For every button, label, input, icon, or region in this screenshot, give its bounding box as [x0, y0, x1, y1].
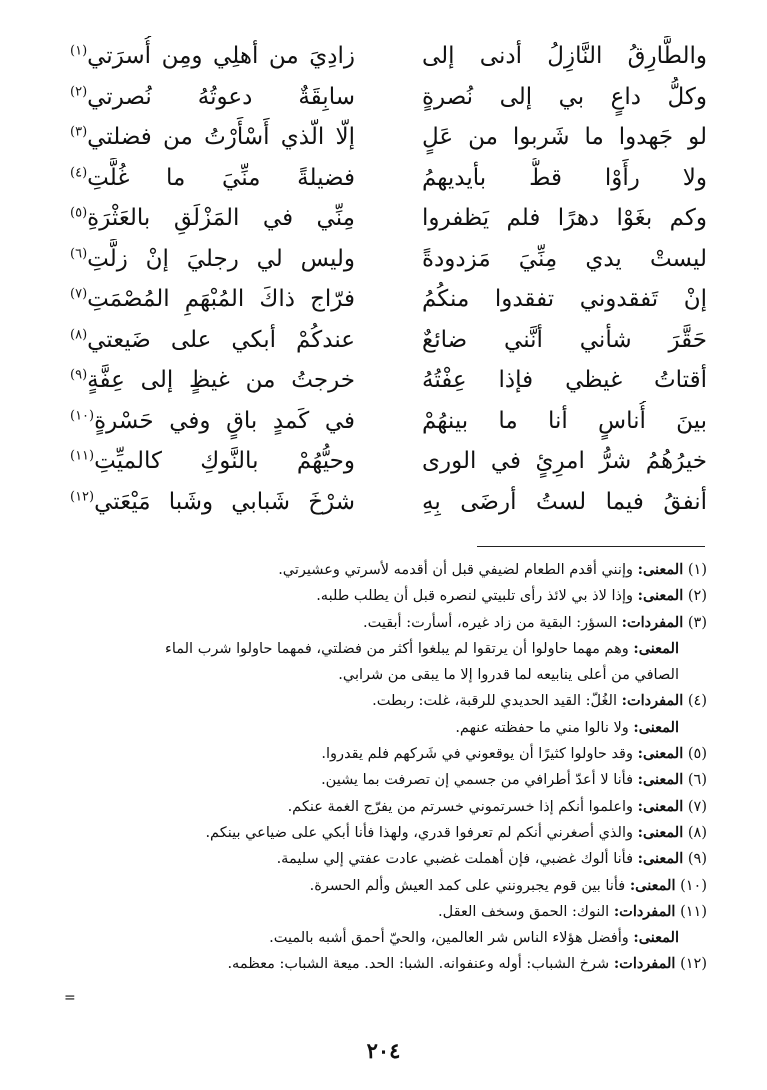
footnote-ref: (١٠) — [70, 407, 95, 423]
footnotes — [60, 557, 707, 978]
continuation-marker: = — [64, 990, 76, 1006]
verse-3 — [70, 117, 707, 158]
footnote: المعنى: وأفضل هؤلاء الناس شر العالمين، والحيّ أحمق أشبه بالميت. — [269, 929, 679, 947]
verse-2 — [70, 77, 707, 118]
verse-11 — [70, 441, 707, 482]
verse-second-hemistich: خرجتُ من غيظٍ إلى عِفَّةٍ$^{(٩)}$ — [70, 367, 355, 393]
verse-8 — [70, 320, 707, 361]
footnote-ref: (٥) — [70, 205, 88, 221]
footnote: (٥) المعنى: وقد حاولوا كثيرًا أن يوقعوني في شَركهم فلم يقدروا. — [321, 745, 707, 763]
verse-second-hemistich: وحيُّهُمْ بالنَّوكِ كالميِّتِ$^{(١١)}$ — [70, 448, 355, 474]
footnote-ref: (٢) — [70, 83, 88, 99]
page-number: ٢٠٤ — [366, 1038, 401, 1063]
verse-6 — [70, 239, 707, 280]
footnote-ref: (٣) — [70, 124, 88, 140]
footnote-ref: (١) — [70, 43, 88, 59]
verse-first-hemistich: وكلُّ داعٍ بي إلى نُصرةٍ — [422, 83, 707, 110]
footnote-continuation: الصافي من أعلى ينابيعه لما قدروا إلا ما يبقى من شرابي. — [338, 667, 679, 684]
verse-second-hemistich: في كَمدٍ باقٍ وفي حَسْرةٍ$^{(١٠)}$ — [70, 407, 355, 434]
verse-second-hemistich: فضيلةً منِّيَ ما غُلَّتِ$^{(٤)}$ — [70, 164, 355, 191]
footnote-ref: (٦) — [70, 245, 88, 261]
verse-second-hemistich: فرّاج ذاكَ المُبْهَمِ المُصْمَتِ$^{(٧)}$ — [70, 286, 355, 312]
footnote-ref: (١١) — [70, 448, 95, 464]
footnote: (١) المعنى: وإنني أقدم الطعام لضيفي قبل أن أقدمه لأسرتي وعشيرتي. — [278, 561, 707, 578]
footnote: المعنى: ولا نالوا مني ما حفظته عنهم. — [455, 718, 679, 736]
verse-second-hemistich: زادِيَ من أهلِي ومِن أُسرَتي$^{(١)}$ — [70, 43, 355, 69]
verse-second-hemistich: مِنِّي في المَزْلَقِ بالعَثْرَةِ$^{(٥)}$ — [70, 205, 355, 231]
verse-first-hemistich: والطَّارِقُ النَّازِلُ أدنى إلى — [422, 43, 707, 69]
footnote: (١١) المفردات: النوك: الحمق وسخف العقل. — [438, 902, 707, 920]
footnote: (٦) المعنى: فأنا لا أعدّ أطرافي من جسمي إن تصرفت بما يشين. — [321, 771, 707, 789]
verse-second-hemistich: عندكُمْ أبكي على ضَيعتي$^{(٨)}$ — [70, 326, 355, 353]
footnote-ref: (١٢) — [70, 488, 95, 504]
footnote: (٣) المفردات: السؤر: البقية من زاد غيره، أسأرت: أبقيت. — [362, 613, 707, 631]
verse-second-hemistich: سابِقَةٌ دعوتُهُ نُصرتي$^{(٢)}$ — [70, 83, 355, 110]
footnote-ref: (٤) — [70, 164, 88, 180]
verse-7 — [70, 279, 707, 320]
verse-first-hemistich: حَقَّرَ شأني أنَّني ضائعٌ — [422, 326, 707, 353]
verse-1 — [70, 36, 707, 77]
verse-10 — [70, 401, 707, 442]
verse-first-hemistich: أنفقُ فيما لستُ أرضَى بِهِ — [422, 488, 707, 515]
footnote: (٢) المعنى: وإذا لاذ بي لائذ رأى تلبيتي لنصره قبل أن يطلب طلبه. — [316, 587, 707, 605]
footnote: (٧) المعنى: واعلموا أنكم إذا خسرتموني خسرتم من يفرّج الغمة عنكم. — [287, 797, 707, 815]
verse-9 — [70, 360, 707, 401]
verse-first-hemistich: خيرُهُمُ شرُّ امرِئٍ في الورى — [422, 448, 707, 474]
footnote: المعنى: وهم مهما حاولوا أن يرتقوا لم يبلغوا أكثر من فضلتي، فمهما حاولوا شرب الماء — [165, 639, 679, 657]
footnote: (٤) المفردات: الغُلّ: القيد الحديدي للرقبة، غلت: ربطت. — [372, 692, 707, 710]
verse-second-hemistich: شرْخَ شَبابي وشَبا مَيْعَتي$^{(١٢)}$ — [70, 488, 355, 515]
verse-4 — [70, 158, 707, 199]
verse-second-hemistich: وليس لي رجليَ إنْ زلَّتِ$^{(٦)}$ — [70, 245, 355, 272]
verse-12 — [70, 482, 707, 523]
verse-first-hemistich: ولا رأَوْا قطُّ بأيديهمُ — [422, 164, 707, 191]
verse-first-hemistich: ليستْ يدي مِنِّيَ مَزدودةً — [422, 245, 707, 272]
verse-5 — [70, 198, 707, 239]
footnote: (٩) المعنى: فأنا ألوك غضبي، فإن أهملت غضبي عادت عفتي إلي سليمة. — [276, 850, 707, 868]
footnote-separator — [477, 546, 705, 547]
footnote: (١٠) المعنى: فأنا بين قوم يجبرونني على كمد العيش وألم الحسرة. — [309, 876, 707, 894]
verse-first-hemistich: إنْ تَفقدوني تفقدوا منكُمُ — [422, 286, 707, 312]
footnote-ref: (٩) — [70, 367, 88, 383]
footnote-ref: (٨) — [70, 326, 88, 342]
verse-first-hemistich: أقتاتُ غيظي فإذا عِفْتُهُ — [422, 367, 707, 393]
footnote: (٨) المعنى: والذي أصغرني أنكم لم تعرفوا قدري، ولهذا فأنا أبكي على ضياعي بينكم. — [205, 823, 707, 841]
footnote: (١٢) المفردات: شرخ الشباب: أوله وعنفوانه. الشبا: الحد. ميعة الشباب: معظمه. — [227, 955, 707, 973]
verse-first-hemistich: وكم بغَوْا دهرًا فلم يَظفروا — [422, 205, 707, 231]
footnote-ref: (٧) — [70, 286, 88, 302]
verse-second-hemistich: إلّا الّذي أَسْأَرْتُ من فضلتي$^{(٣)}$ — [70, 124, 355, 150]
verse-first-hemistich: لو جَهدوا ما شَربوا من عَلٍ — [422, 124, 707, 150]
poem — [70, 36, 707, 522]
verse-first-hemistich: بينَ أُناسٍ أنا ما بينهُمْ — [422, 407, 707, 434]
